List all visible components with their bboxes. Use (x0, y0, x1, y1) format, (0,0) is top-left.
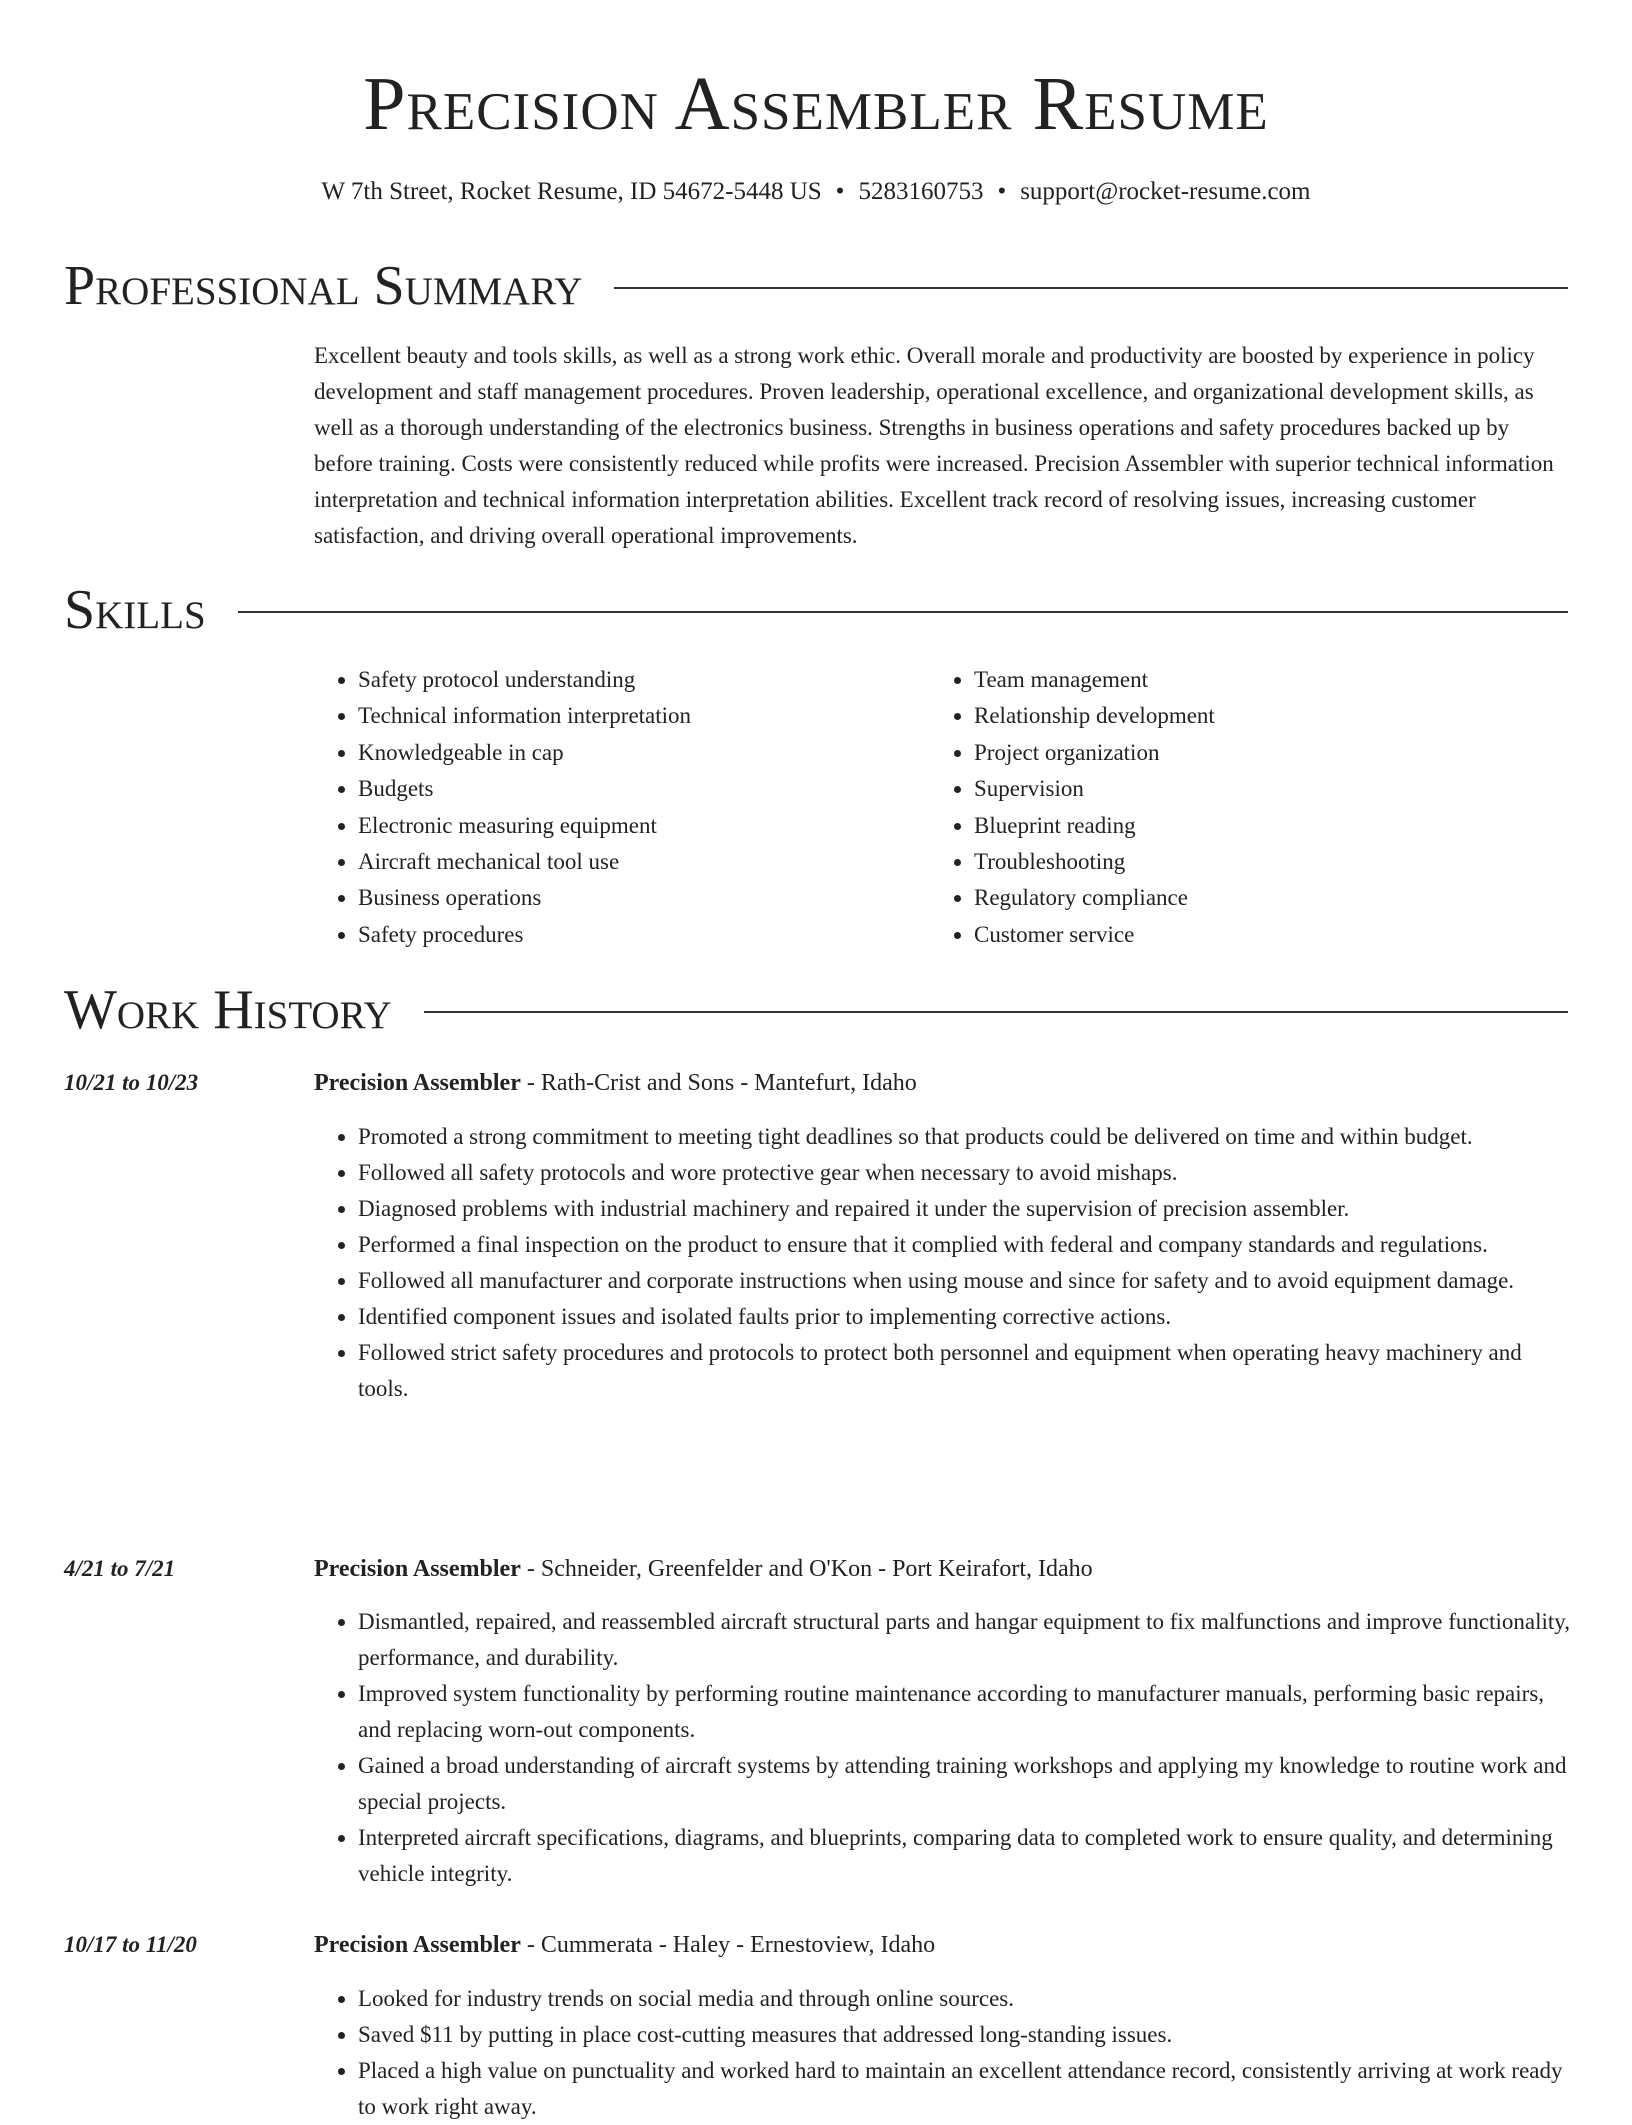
list-item: • Interpreted aircraft specifications, diagrams, and blueprints, comparing data to completed work to ensure quality, and determining vehicle integrity. (358, 1820, 1570, 1892)
list-item: • Regulatory compliance (974, 880, 1546, 916)
list-item: • Diagnosed problems with industrial machinery and repaired it under the supervision of precision assembler. (358, 1191, 1570, 1227)
list-item: • Followed all manufacturer and corporate instructions when using mouse and since for safety and to avoid equipment damage. (358, 1263, 1570, 1299)
contact-separator: • (835, 178, 845, 205)
list-item: • Supervision (974, 771, 1546, 807)
resume-title: Precision Assembler Resume (363, 62, 1269, 146)
list-item: • Followed strict safety procedures and protocols to protect both personnel and equipment when operating heavy machinery and tools. (358, 1335, 1570, 1407)
list-item: • Electronic measuring equipment (358, 808, 930, 844)
work-section-header (64, 978, 1568, 1042)
list-item: • Blueprint reading (974, 808, 1546, 844)
list-item: • Safety procedures (358, 917, 930, 953)
list-item: • Troubleshooting (974, 844, 1546, 880)
list-item: • Followed all safety protocols and wore protective gear when necessary to avoid mishaps. (358, 1155, 1570, 1191)
list-item: • Saved $11 by putting in place cost-cutting measures that addressed long-standing issues. (358, 2017, 1570, 2053)
section-divider (424, 1011, 1568, 1013)
contact-line (0, 174, 1632, 210)
job-title: Precision Assembler (314, 1070, 521, 1096)
section-divider (238, 611, 1568, 613)
contact-phone: 5283160753 (858, 178, 984, 205)
job-title: Precision Assembler (314, 1556, 521, 1582)
skills-section-header (64, 578, 1568, 642)
job-dates: 10/17 to 11/20 (64, 1932, 197, 1957)
job-title: Precision Assembler (314, 1932, 521, 1958)
contact-address: W 7th Street, Rocket Resume, ID 54672-5448 US (321, 178, 822, 205)
list-item: • Relationship development (974, 698, 1546, 734)
skills-list-left (314, 662, 930, 953)
list-item: • Customer service (974, 917, 1546, 953)
job-employer: - Schneider, Greenfelder and O'Kon - Port Keirafort, Idaho (520, 1556, 1093, 1582)
job-bullets (314, 1981, 1570, 2125)
list-item: • Project organization (974, 735, 1546, 771)
summary-text: Excellent beauty and tools skills, as well as a strong work ethic. Overall morale and productivity are boosted by experience in policy development and staff management procedures. Proven leadership, operational excellence, and organizational development skills, as well as a thorough understanding of the electronics business. Strengths in business operations and safety procedures backed up by before training. Costs were consistently reduced while profits were increased. Precision Assembler with superior technical information interpretation and technical information interpretation abilities. Excellent track record of resolving issues, increasing customer satisfaction, and driving overall operational improvements. (314, 343, 1554, 548)
list-item: • Budgets (358, 771, 930, 807)
list-item: • Safety protocol understanding (358, 662, 930, 698)
list-item: • Team management (974, 662, 1546, 698)
summary-section-title: Professional Summary (64, 255, 583, 317)
skills-columns (314, 662, 1570, 953)
skills-list-right (930, 662, 1546, 953)
list-item: • Gained a broad understanding of aircraft systems by attending training workshops and applying my knowledge to routine work and special projects. (358, 1748, 1570, 1820)
list-item: • Promoted a strong commitment to meeting tight deadlines so that products could be delivered on time and within budget. (358, 1119, 1570, 1155)
skills-section-title: Skills (64, 579, 206, 641)
list-item: • Looked for industry trends on social media and through online sources. (358, 1981, 1570, 2017)
job-dates: 10/21 to 10/23 (64, 1070, 199, 1095)
list-item: • Placed a high value on punctuality and worked hard to maintain an excellent attendance record, consistently arriving at work ready to work right away. (358, 2053, 1570, 2125)
job-heading (314, 1927, 1570, 1963)
job-bullets (314, 1604, 1570, 1892)
contact-email: support@rocket-resume.com (1020, 178, 1311, 205)
list-item: • Knowledgeable in cap (358, 735, 930, 771)
summary-section-header (64, 254, 1568, 318)
list-item: • Performed a final inspection on the product to ensure that it complied with federal and company standards and regulations. (358, 1227, 1570, 1263)
list-item: • Improved system functionality by performing routine maintenance according to manufacturer manuals, performing basic repairs, and replacing worn-out components. (358, 1676, 1570, 1748)
job-heading (314, 1551, 1570, 1587)
job-employer: - Cummerata - Haley - Ernestoview, Idaho (520, 1932, 936, 1958)
section-divider (614, 287, 1568, 289)
list-item: • Aircraft mechanical tool use (358, 844, 930, 880)
work-section-title: Work History (64, 979, 392, 1041)
job-employer: - Rath-Crist and Sons - Mantefurt, Idaho (520, 1070, 917, 1096)
list-item: • Dismantled, repaired, and reassembled aircraft structural parts and hangar equipment to fix malfunctions and improve functionality, performance, and durability. (358, 1604, 1570, 1676)
contact-separator: • (997, 178, 1007, 205)
job-bullets (314, 1119, 1570, 1407)
job-dates: 4/21 to 7/21 (64, 1556, 176, 1581)
job-heading (314, 1065, 1570, 1101)
list-item: • Business operations (358, 880, 930, 916)
list-item: • Technical information interpretation (358, 698, 930, 734)
list-item: • Identified component issues and isolated faults prior to implementing corrective actions. (358, 1299, 1570, 1335)
